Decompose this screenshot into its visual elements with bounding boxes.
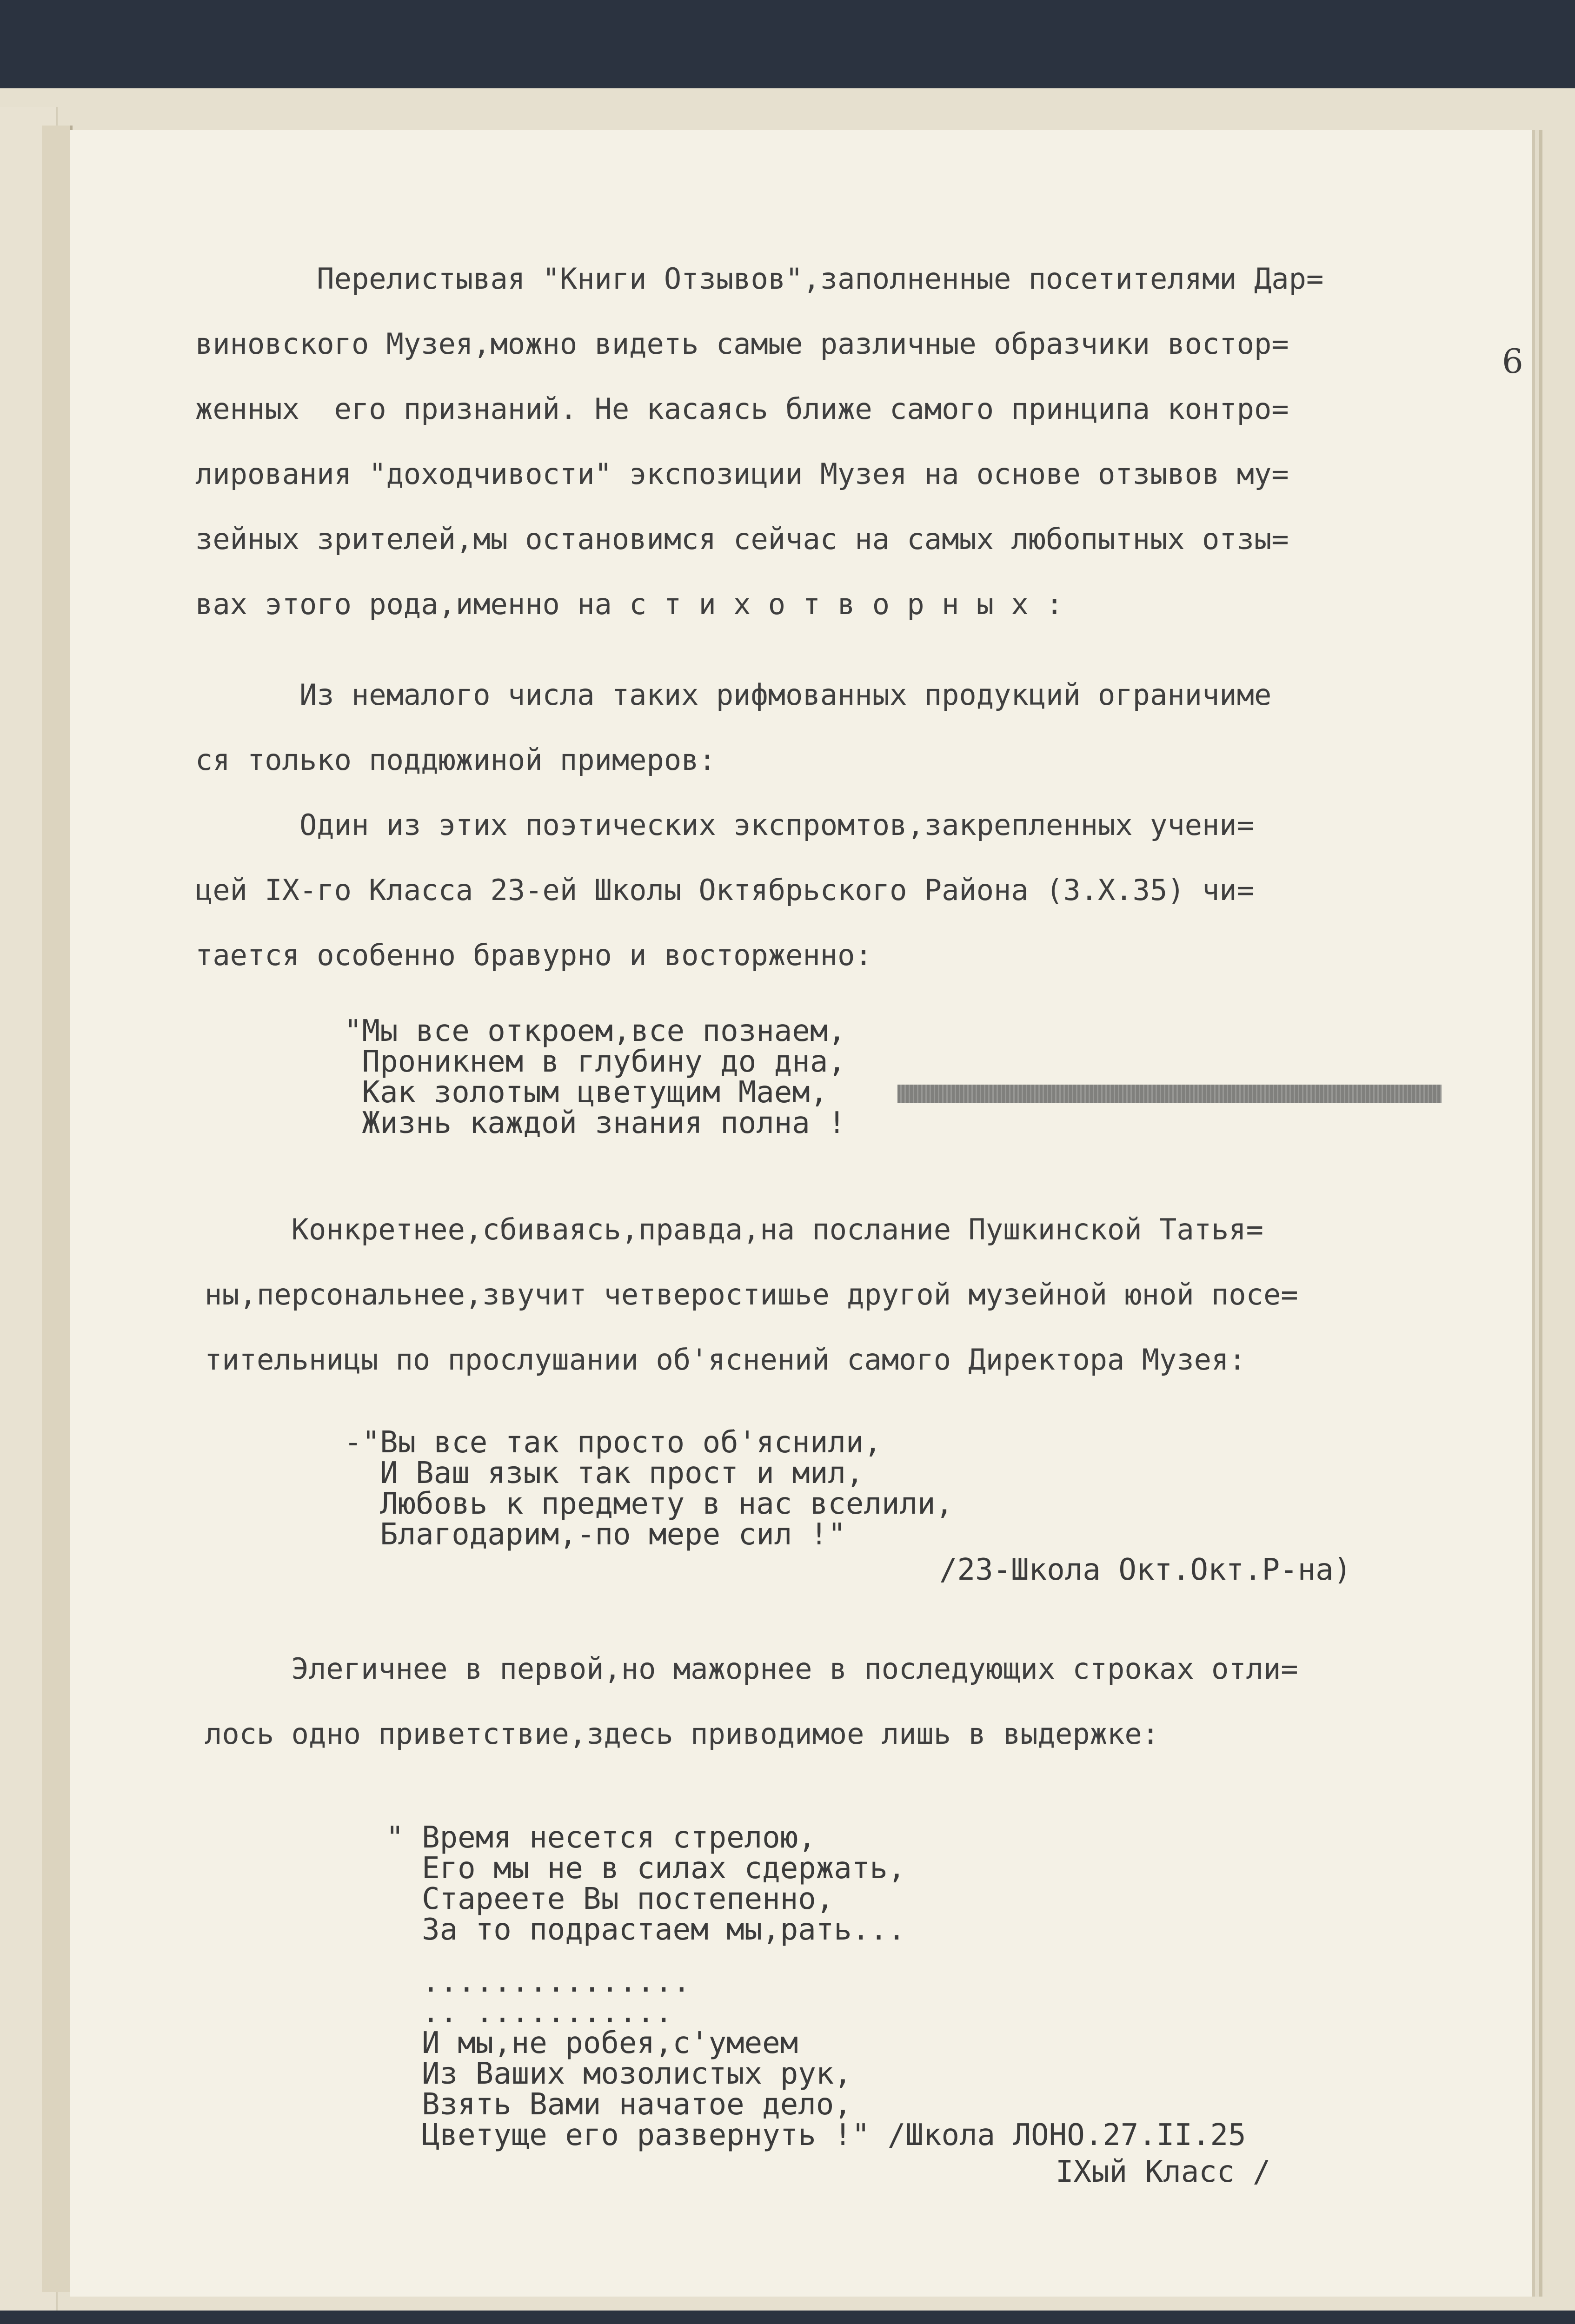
text-line: тается особенно бравурно и восторженно:	[195, 938, 872, 972]
poem-line: И Ваш язык так прост и мил,	[344, 1456, 864, 1490]
text-line: женных его признаний. Не касаясь ближе самого принципа контро=	[195, 392, 1289, 426]
poem-line: Проникнем в глубину до дна,	[344, 1045, 846, 1079]
typewritten-page	[70, 130, 1532, 2297]
text-line: Перелистывая "Книги Отзывов",заполненные посетителями Дар=	[195, 262, 1324, 296]
poem-line: Цветуще его развернуть !" /Школа ЛОНО.27.II.25	[386, 2118, 1246, 2152]
adjacent-page-edge-mark	[1560, 1581, 1575, 1618]
poem-line: И мы,не робея,с'умеем	[386, 2026, 798, 2060]
text-line: виновского Музея,можно видеть самые различные образчики востор=	[195, 327, 1289, 361]
poem-line: "Мы все откроем,все познаем,	[344, 1014, 846, 1048]
poem-line: Взять Вами начатое дело,	[386, 2087, 852, 2122]
poem-line: Благодарим,-по мере сил !"	[344, 1517, 846, 1552]
text-line: Конкретнее,сбиваясь,правда,на послание Пушкинской Татья=	[205, 1212, 1263, 1246]
poem-line: Любовь к предмету в нас вселили,	[344, 1487, 954, 1521]
poem-line: Его мы не в силах сдержать,	[386, 1851, 906, 1886]
previous-page-edge	[42, 126, 73, 2292]
poem-line: За то подрастаем мы,рать...	[386, 1913, 906, 1947]
text-line: тительницы по прослушании об'яснений самого Директора Музея:	[205, 1343, 1246, 1377]
text-line: лось одно приветствие,здесь приводимое лишь в выдержке:	[205, 1717, 1159, 1751]
ellipsis-line: .. ...........	[386, 1995, 673, 2030]
text-line: вах этого рода,именно на с т и х о т в о р н ы х :	[195, 587, 1063, 621]
ellipsis-line: ...............	[386, 1965, 691, 1999]
text-line: ны,персональнее,звучит четверостишье другой музейной юной посе=	[205, 1278, 1298, 1311]
page-number: 6	[1502, 342, 1523, 381]
poem-line: Из Ваших мозолистых рук,	[386, 2057, 852, 2091]
text-line: Элегичнее в первой,но мажорнее в последующих строках отли=	[205, 1652, 1298, 1686]
poem-line: " Время несется стрелою,	[386, 1821, 816, 1855]
text-line: Из немалого числа таких рифмованных продукций ограничиме	[195, 678, 1272, 712]
poem-attribution: IХый Класс /	[1056, 2155, 1271, 2189]
text-line: Один из этих поэтических экспромтов,закрепленных учени=	[195, 808, 1254, 842]
poem-line: Как золотым цветущим Маем,	[344, 1075, 828, 1110]
poem-line: -"Вы все так просто об'яснили,	[344, 1425, 882, 1460]
text-line: цей IX-го Класса 23-ей Школы Октябрьского Района (3.X.35) чи=	[195, 873, 1254, 907]
text-line: зейных зрителей,мы остановимся сейчас на самых любопытных отзы=	[195, 522, 1289, 556]
struck-out-text	[897, 1085, 1442, 1103]
poem-line: Жизнь каждой знания полна !	[344, 1106, 846, 1140]
poem-attribution: /23-Школа Окт.Окт.Р-на)	[939, 1553, 1352, 1587]
poem-line: Стареете Вы постепенно,	[386, 1882, 834, 1916]
text-line: ся только поддюжиной примеров:	[195, 743, 716, 777]
text-line: лирования "доходчивости" экспозиции Музея на основе отзывов му=	[195, 457, 1289, 491]
